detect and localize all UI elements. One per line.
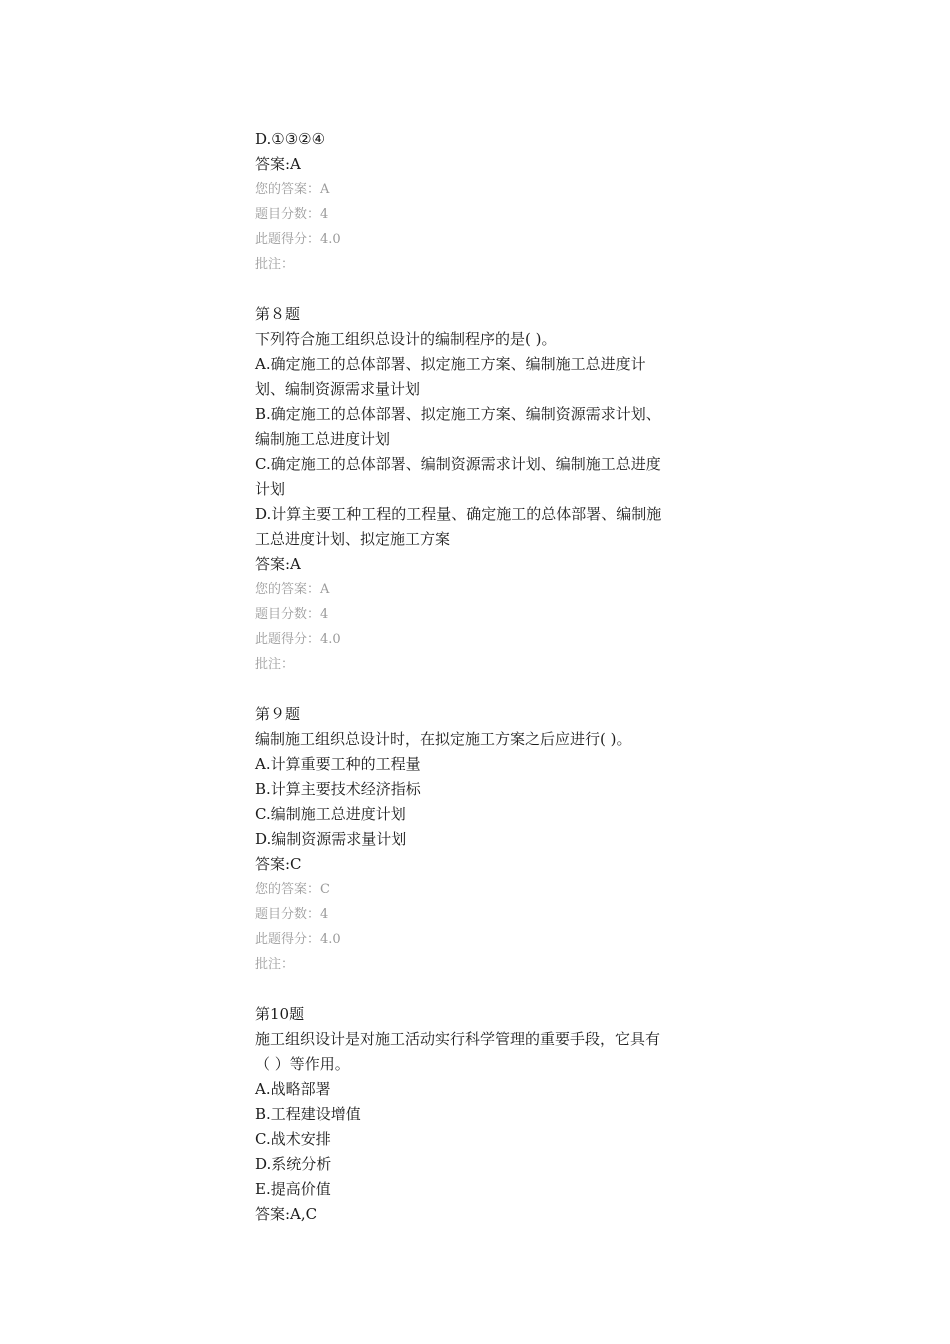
question-9 <box>255 702 695 977</box>
option-d: D.系统分析 <box>255 1155 332 1173</box>
option-b: B.计算主要技术经济指标 <box>255 780 421 798</box>
question-score: 题目分数：4 <box>255 907 329 922</box>
question-title: 第８题 <box>255 305 301 323</box>
option-b-line-1: B.确定施工的总体部署、拟定施工方案、编制资源需求计划、 <box>255 405 661 423</box>
your-answer: 您的答案：A <box>255 582 330 597</box>
question-stem: 下列符合施工组织总设计的编制程序的是( )。 <box>255 330 557 348</box>
option-a: A.战略部署 <box>255 1080 331 1098</box>
question-stem-line-1: 施工组织设计是对施工活动实行科学管理的重要手段，它具有 <box>255 1030 661 1048</box>
annotation: 批注： <box>255 657 295 672</box>
annotation: 批注： <box>255 257 295 272</box>
option-a-line-2: 划、编制资源需求量计划 <box>255 380 421 398</box>
option-a: A.计算重要工种的工程量 <box>255 755 421 773</box>
option-d: D.编制资源需求量计划 <box>255 830 407 848</box>
question-10 <box>255 1002 695 1227</box>
option-c-line-2: 计划 <box>255 480 286 498</box>
question-8 <box>255 302 695 677</box>
quiz-results <box>255 127 695 1227</box>
your-answer: 您的答案：A <box>255 182 330 197</box>
correct-answer: 答案:A,C <box>255 1205 318 1223</box>
annotation: 批注： <box>255 957 295 972</box>
option-a-line-1: A.确定施工的总体部署、拟定施工方案、编制施工总进度计 <box>255 355 646 373</box>
question-7-tail <box>255 127 695 277</box>
option-d-line-2: 工总进度计划、拟定施工方案 <box>255 530 451 548</box>
correct-answer: 答案:A <box>255 155 301 173</box>
option-d-line-1: D.计算主要工种工程的工程量、确定施工的总体部署、编制施 <box>255 505 662 523</box>
option-b-line-2: 编制施工总进度计划 <box>255 430 391 448</box>
earned-score: 此题得分：4.0 <box>255 932 341 947</box>
question-score: 题目分数：4 <box>255 607 329 622</box>
option-d: D.①③②④ <box>255 130 326 148</box>
question-stem-line-2: （ ）等作用。 <box>255 1055 350 1073</box>
earned-score: 此题得分：4.0 <box>255 232 341 247</box>
option-c: C.战术安排 <box>255 1130 331 1148</box>
option-b: B.工程建设增值 <box>255 1105 361 1123</box>
question-title: 第９题 <box>255 705 301 723</box>
option-c: C.编制施工总进度计划 <box>255 805 406 823</box>
earned-score: 此题得分：4.0 <box>255 632 341 647</box>
your-answer: 您的答案：C <box>255 882 330 897</box>
option-e: E.提高价值 <box>255 1180 331 1198</box>
correct-answer: 答案:A <box>255 555 301 573</box>
question-score: 题目分数：4 <box>255 207 329 222</box>
option-c-line-1: C.确定施工的总体部署、编制资源需求计划、编制施工总进度 <box>255 455 661 473</box>
correct-answer: 答案:C <box>255 855 302 873</box>
question-title: 第10题 <box>255 1005 305 1023</box>
question-stem: 编制施工组织总设计时，在拟定施工方案之后应进行( )。 <box>255 730 632 748</box>
